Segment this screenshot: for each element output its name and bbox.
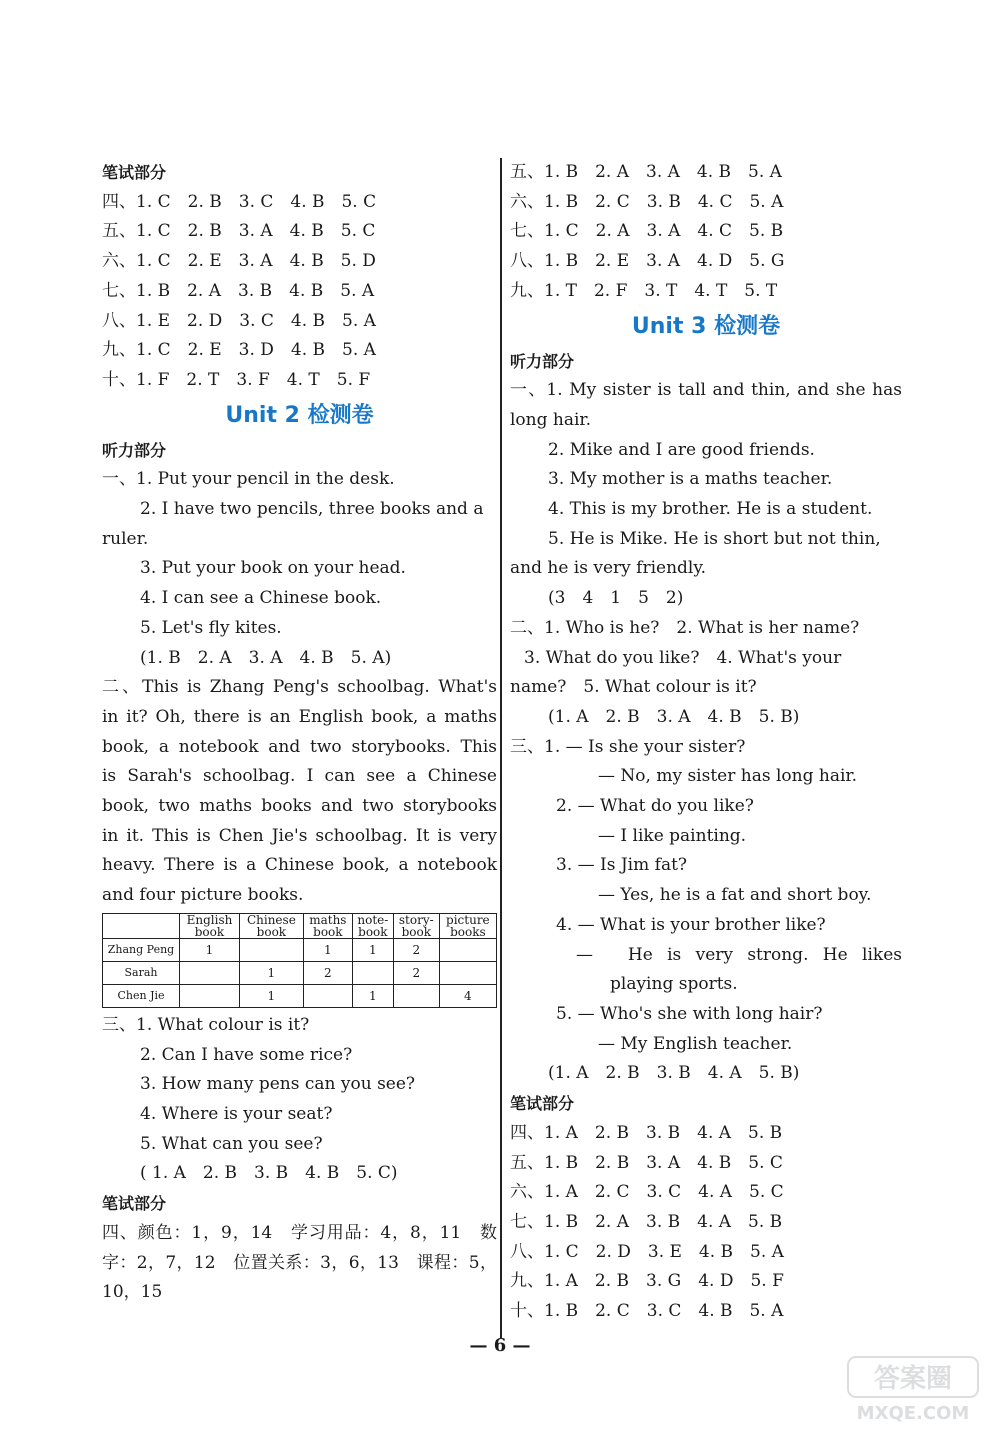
page-number: — 6 — <box>469 1335 531 1356</box>
table-header-cell <box>352 913 393 938</box>
table-cell: 1 <box>352 938 393 961</box>
table-header-cell <box>180 913 240 938</box>
answer-row: 六、1. A 2. C 3. C 4. A 5. C <box>510 1182 784 1203</box>
listening-line: 二、1. Who is he? 2. What is her name? <box>510 617 860 638</box>
answer-row: 七、1. B 2. A 3. B 4. A 5. B <box>510 1211 783 1232</box>
passage-line: book, two maths books and two storybooks <box>102 796 497 817</box>
answer-key: (1. A 2. B 3. A 4. B 5. B) <box>548 706 800 727</box>
header-line: book <box>313 924 343 939</box>
answer-row: 八、1. B 2. E 3. A 4. D 5. G <box>510 251 785 272</box>
answer-row: 十、1. F 2. T 3. F 4. T 5. F <box>102 369 371 390</box>
listening-line: 2. Can I have some rice? <box>140 1044 353 1065</box>
answer-row: 七、1. C 2. A 3. A 4. C 5. B <box>510 221 784 242</box>
passage-line: and four picture books. <box>102 885 304 906</box>
table-header-cell <box>239 913 303 938</box>
listening-line: 三、1. What colour is it? <box>102 1014 310 1035</box>
header-line: picture <box>446 912 490 927</box>
listening-line: ruler. <box>102 528 149 549</box>
header-line: book <box>256 924 287 939</box>
answer-row: 七、1. B 2. A 3. B 4. B 5. A <box>102 280 375 301</box>
category-line: 字：2，7，12 位置关系：3，6，13 课程：5， <box>102 1252 497 1273</box>
passage-line: heavy. There is a Chinese book, a notebook <box>102 855 497 876</box>
header-line: book <box>358 924 388 939</box>
answer-row: 五、1. B 2. A 3. A 4. B 5. A <box>510 162 782 182</box>
table-cell <box>180 984 240 1007</box>
table-cell: 1 <box>352 984 393 1007</box>
dialogue-line: playing sports. <box>610 974 738 995</box>
dialogue-line: — I like painting. <box>598 825 747 846</box>
answer-row: 六、1. B 2. C 3. B 4. C 5. A <box>510 191 784 212</box>
answer-row: 八、1. E 2. D 3. C 4. B 5. A <box>102 310 376 331</box>
answer-row: 五、1. C 2. B 3. A 4. B 5. C <box>102 221 376 242</box>
category-line: 四、颜色：1，9，14 学习用品：4，8，11 数 <box>102 1222 497 1243</box>
table-cell <box>439 961 496 984</box>
passage-line: in it. This is Chen Jie's schoolbag. It is very <box>102 825 497 846</box>
answer-row: 八、1. C 2. D 3. E 4. B 5. A <box>510 1241 784 1262</box>
row-label: Chen Jie <box>103 984 180 1007</box>
table-cell: 1 <box>239 984 303 1007</box>
answer-key: (1. B 2. A 3. A 4. B 5. A) <box>140 647 392 668</box>
dialogue-line: 5. — Who's she with long hair? <box>556 1003 823 1024</box>
dialogue-line: 3. — Is Jim fat? <box>556 855 688 876</box>
table-row <box>103 984 497 1007</box>
row-label: Sarah <box>103 961 180 984</box>
section-heading-written: 笔试部分 <box>102 163 167 182</box>
listening-line: 4. Where is your seat? <box>140 1103 333 1124</box>
answer-row: 六、1. C 2. E 3. A 4. B 5. D <box>102 251 376 272</box>
section-heading-written: 笔试部分 <box>102 1194 167 1214</box>
listening-line: 2. Mike and I are good friends. <box>548 439 815 460</box>
answer-key: (3 4 1 5 2) <box>548 588 684 609</box>
row-label: Zhang Peng <box>103 938 180 961</box>
answer-key: ( 1. A 2. B 3. B 4. B 5. C) <box>140 1163 398 1184</box>
header-line: book <box>194 924 225 939</box>
listening-line: 一、1. Put your pencil in the desk. <box>102 469 395 490</box>
passage-line: is Sarah's schoolbag. I can see a Chinese <box>102 766 497 787</box>
passage-line: book, a notebook and two storybooks. This <box>102 736 497 757</box>
answer-key: (1. A 2. B 3. B 4. A 5. B) <box>548 1063 800 1084</box>
listening-line: 2. I have two pencils, three books and a <box>140 499 484 520</box>
table-cell <box>239 938 303 961</box>
column-divider <box>500 158 502 1338</box>
table-cell <box>180 961 240 984</box>
table-header-cell <box>303 913 352 938</box>
passage-line: in it? Oh, there is an English book, a maths <box>102 706 497 727</box>
table-cell: 2 <box>393 938 439 961</box>
listening-line: 3. How many pens can you see? <box>140 1074 416 1095</box>
table-cell: 1 <box>180 938 240 961</box>
left-column <box>102 158 497 1308</box>
listening-line: 3. What do you like? 4. What's your <box>524 647 842 668</box>
unit-2-title: Unit 2 检测卷 <box>225 402 374 428</box>
right-column <box>510 158 902 1327</box>
table-header-row <box>103 913 497 938</box>
watermark-url: MXQE.COM <box>856 1403 970 1424</box>
header-line: book <box>401 924 431 939</box>
table-corner-cell <box>103 913 180 938</box>
header-line: maths <box>309 912 347 927</box>
section-heading-listening: 听力部分 <box>102 440 167 460</box>
table-cell: 2 <box>303 961 352 984</box>
answer-row: 九、1. T 2. F 3. T 4. T 5. T <box>510 280 778 301</box>
header-line: books <box>450 924 486 939</box>
dialogue-line: — No, my sister has long hair. <box>598 766 858 787</box>
answer-row: 九、1. C 2. E 3. D 4. B 5. A <box>102 340 376 361</box>
listening-line: 5. Let's fly kites. <box>140 617 282 638</box>
table-cell: 2 <box>393 961 439 984</box>
listening-line: 一、1. My sister is tall and thin, and she has <box>510 380 902 401</box>
header-line: Chinese <box>246 912 296 927</box>
header-line: English <box>186 912 233 927</box>
header-line: story- <box>398 912 434 927</box>
table-header-cell <box>393 913 439 938</box>
dialogue-line: 4. — What is your brother like? <box>556 914 826 935</box>
dialogue-line: 三、1. — Is she your sister? <box>510 736 746 757</box>
dialogue-line: 2. — What do you like? <box>556 796 754 817</box>
dialogue-line: — My English teacher. <box>598 1033 793 1054</box>
section-heading-written: 笔试部分 <box>510 1094 575 1114</box>
answer-row: 十、1. B 2. C 3. C 4. B 5. A <box>510 1301 784 1322</box>
table-cell: 1 <box>239 961 303 984</box>
table-cell <box>439 938 496 961</box>
unit-3-title: Unit 3 检测卷 <box>631 313 781 339</box>
answer-row: 五、1. B 2. B 3. A 4. B 5. C <box>510 1152 783 1173</box>
schoolbag-table <box>102 913 497 1008</box>
dialogue-line: — Yes, he is a fat and short boy. <box>598 885 872 906</box>
header-line: note- <box>357 912 389 927</box>
listening-line: long hair. <box>510 409 592 430</box>
watermark-brand: 答案圈 <box>873 1364 953 1394</box>
category-line: 10，15 <box>102 1282 163 1303</box>
listening-line: 4. I can see a Chinese book. <box>140 588 382 609</box>
answer-row: 四、1. A 2. B 3. B 4. A 5. B <box>510 1122 783 1143</box>
listening-line: 5. He is Mike. He is short but not thin, <box>548 528 881 549</box>
table-cell: 1 <box>303 938 352 961</box>
table-cell <box>393 984 439 1007</box>
listening-line: and he is very friendly. <box>510 558 707 579</box>
section-heading-listening: 听力部分 <box>510 351 575 371</box>
passage-line: 二、This is Zhang Peng's schoolbag. What's <box>102 677 497 698</box>
table-cell <box>303 984 352 1007</box>
listening-line: 4. This is my brother. He is a student. <box>548 499 873 520</box>
table-cell <box>352 961 393 984</box>
watermark-logo <box>838 1355 988 1425</box>
listening-line: 3. Put your book on your head. <box>140 558 406 579</box>
table-header-cell <box>439 913 496 938</box>
answer-row: 四、1. C 2. B 3. C 4. B 5. C <box>102 191 377 212</box>
listening-line: name? 5. What colour is it? <box>510 677 757 698</box>
table-row <box>103 938 497 961</box>
listening-line: 3. My mother is a maths teacher. <box>548 469 833 490</box>
dialogue-line: — He is very strong. He likes <box>576 944 902 965</box>
table-cell: 4 <box>439 984 496 1007</box>
answer-row: 九、1. A 2. B 3. G 4. D 5. F <box>510 1271 784 1292</box>
table-row <box>103 961 497 984</box>
listening-line: 5. What can you see? <box>140 1133 323 1154</box>
